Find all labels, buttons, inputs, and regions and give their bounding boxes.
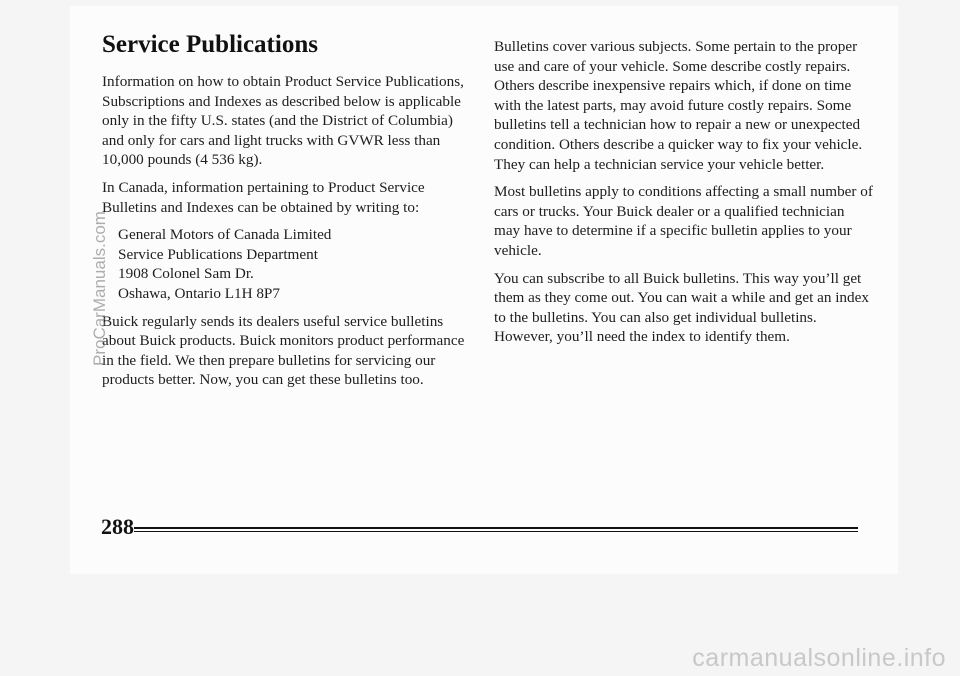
right-column xyxy=(494,37,874,355)
canada-paragraph: In Canada, information pertaining to Product Service Bulletins and Indexes can be obtained by writing to: xyxy=(102,178,425,216)
canada-address xyxy=(118,225,472,303)
side-watermark: ProCarManuals.com xyxy=(90,211,109,366)
footer-rule xyxy=(134,527,858,532)
subjects-paragraph: Bulletins cover various subjects. Some pertain to the proper use and care of your vehicle. Some describe costly repairs. Others describe inexpensive repairs which, if done on time with the latest parts, may avoid future costly repairs. Some bulletins tell a technician how to repair a new or unexpected condition. Others describe a quicker way to fix your vehicle. They can help a technician service your vehicle better. xyxy=(494,38,863,173)
bulletins-paragraph: Buick regularly sends its dealers useful service bulletins about Buick products. Buick monitors product performance in the field. We then prepare bulletins for servicing our products better. Now, you can get these bulletins too. xyxy=(102,312,465,389)
conditions-paragraph: Most bulletins apply to conditions affecting a small number of cars or trucks. Your Buick dealer or a qualified technician may have to determine if a specific bulletin applies to your vehicle. xyxy=(494,183,873,259)
page-title: Service Publications xyxy=(102,31,318,58)
address-line: Oshawa, Ontario L1H 8P7 xyxy=(118,284,280,302)
subscribe-paragraph: You can subscribe to all Buick bulletins. This way you’ll get them as they come out. You can wait a while and get an index to the bulletins. You can also get individual bulletins. However, you’ll need the index to identify them. xyxy=(494,269,869,346)
intro-paragraph: Information on how to obtain Product Service Publications, Subscriptions and Indexes as described below is applicable only in the fifty U.S. states (and the District of Columbia) and only for cars and light trucks with GVWR less than 10,000 pounds (4 536 kg). xyxy=(102,73,464,169)
address-line: General Motors of Canada Limited xyxy=(118,226,332,244)
bottom-watermark: carmanualsonline.info xyxy=(692,644,946,672)
address-line: Service Publications Department xyxy=(118,245,318,263)
page-number: 288 xyxy=(101,514,134,539)
left-column xyxy=(102,30,472,398)
address-line: 1908 Colonel Sam Dr. xyxy=(118,265,254,283)
